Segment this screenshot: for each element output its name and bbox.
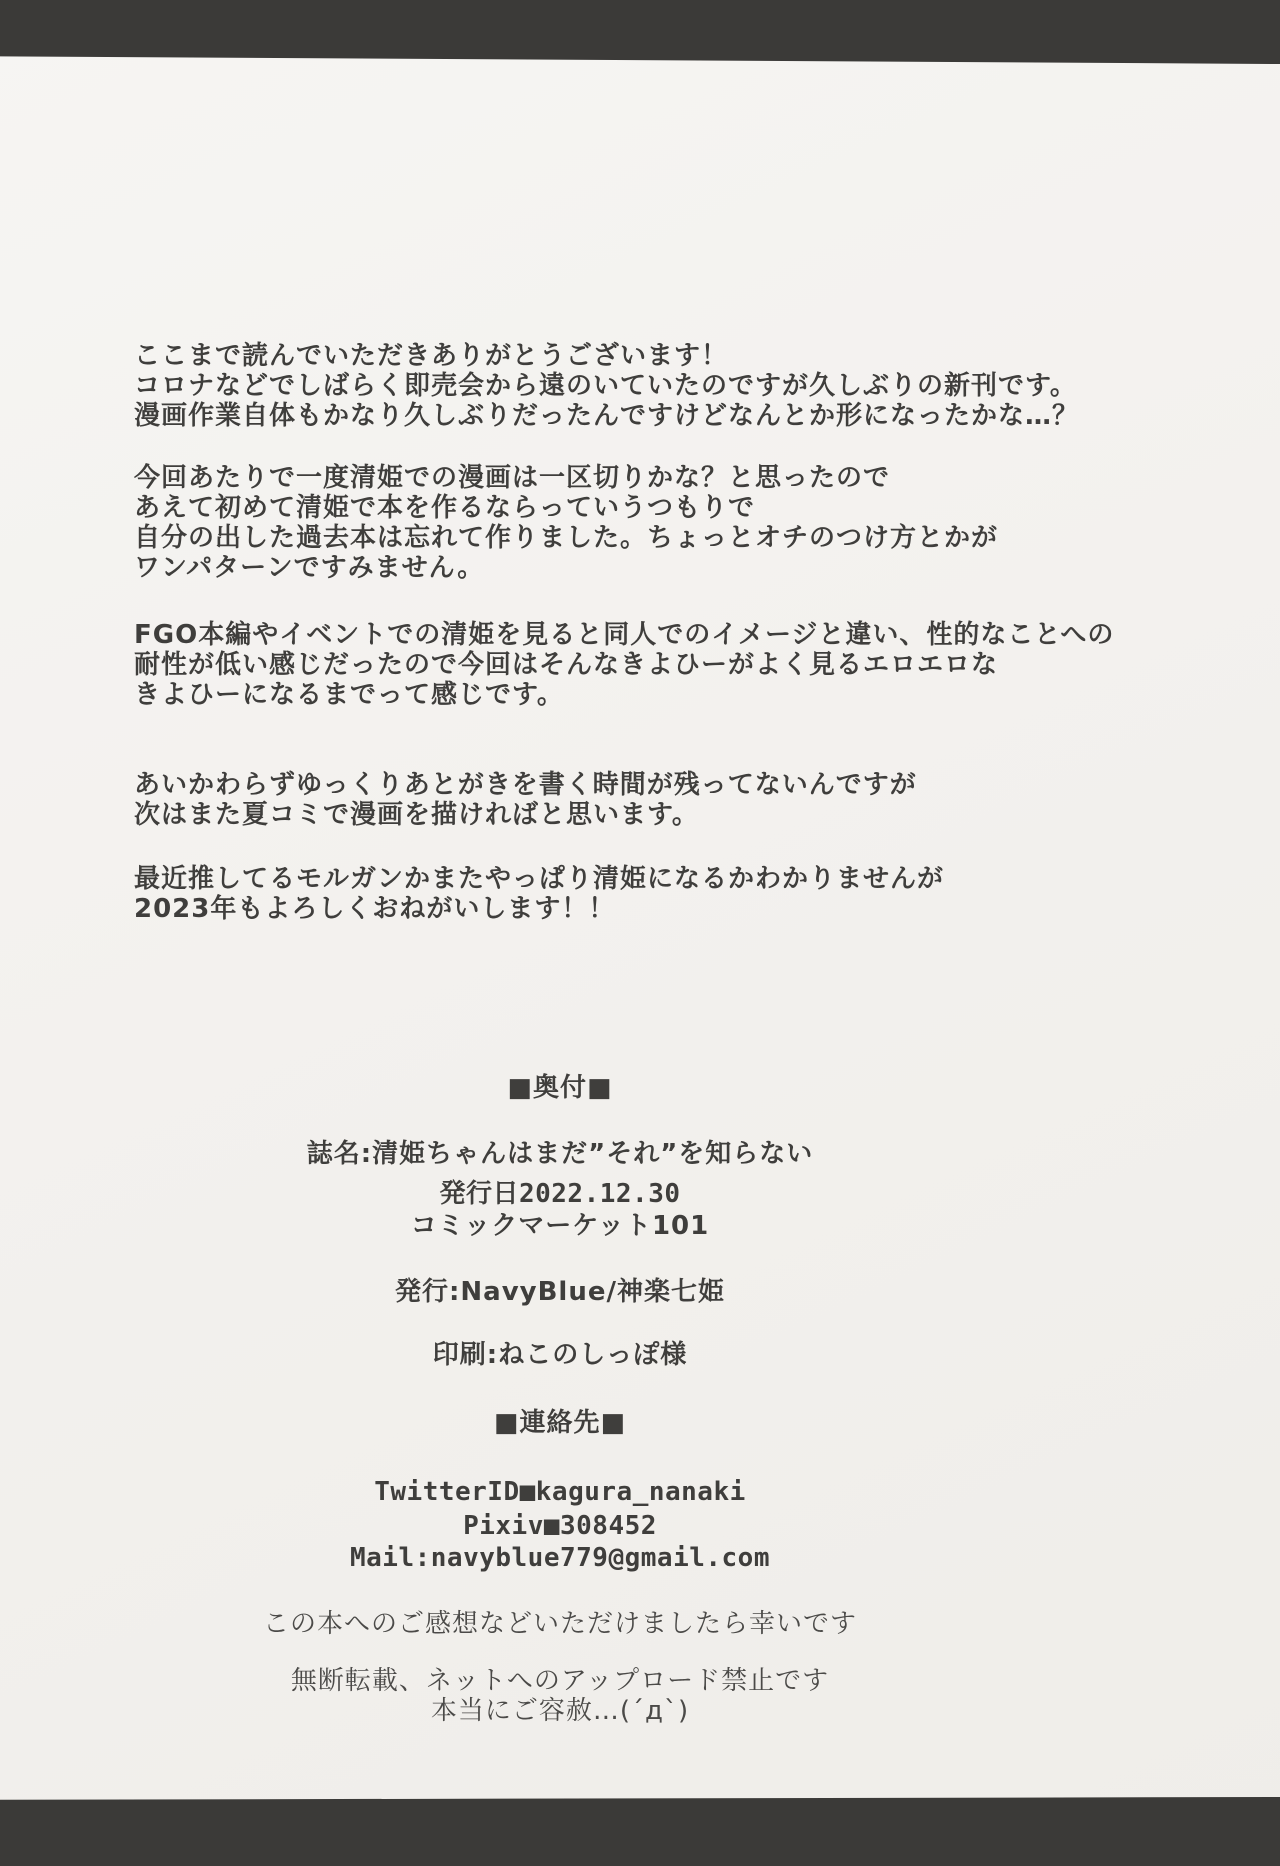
afterword-paragraph-2 [134, 463, 998, 583]
afterword-line: あえて初めて清姫で本を作るならっていうつもりで [134, 493, 756, 523]
scan-edge-top [0, 0, 1280, 64]
book-title: 誌名:清姫ちゃんはまだ”それ”を知らない [306, 1139, 814, 1169]
afterword-line: 漫画作業自体もかなり久しぶりだったんですけどなんとか形になったかな…？ [134, 401, 1080, 431]
afterword-line: ワンパターンですみません。 [134, 553, 485, 583]
mail-address: Mail:navyblue779@gmail.com [350, 1543, 770, 1573]
afterword-line: ここまで読んでいただきありがとうございます！ [134, 341, 729, 371]
contact-heading: ■連絡先■ [493, 1408, 627, 1438]
afterword-line: 耐性が低い感じだったので今回はそんなきよひーがよく見るエロエロな [134, 650, 999, 680]
afterword-line: 今回あたりで一度清姫での漫画は一区切りかな？と思ったので [134, 463, 891, 493]
afterword-line: 最近推してるモルガンかまたやっぱり清姫になるかわかりませんが [134, 864, 945, 894]
afterword-paragraph-4 [134, 770, 917, 830]
twitter-id: TwitterID■kagura_nanaki [374, 1477, 746, 1507]
afterword-line: きよひーになるまでって感じです。 [134, 680, 564, 710]
feedback-note: この本へのご感想などいただけましたら幸いです [262, 1609, 857, 1639]
pixiv-id: Pixiv■308452 [463, 1511, 657, 1541]
afterword-line: コロナなどでしばらく即売会から遠のいていたのですが久しぶりの新刊です。 [134, 371, 1077, 401]
scan-edge-bottom [0, 1797, 1280, 1866]
afterword-line: 2023年もよろしくおねがいします！！ [134, 894, 616, 924]
afterword-paragraph-1 [134, 341, 1079, 431]
afterword-line: 自分の出した過去本は忘れて作りました。ちょっとオチのつけ方とかが [134, 523, 999, 553]
no-repost-notice: 無断転載、ネットへのアップロード禁止です [290, 1666, 830, 1696]
afterword-paragraph-3 [134, 620, 1114, 710]
afterword-line: 次はまた夏コミで漫画を描ければと思います。 [134, 800, 699, 830]
event-name: コミックマーケット101 [410, 1211, 710, 1241]
printer-credit: 印刷:ねこのしっぽ様 [432, 1340, 688, 1370]
colophon-heading: ■奥付■ [507, 1073, 613, 1103]
no-repost-notice-kaomoji: 本当にご容赦…(´д`) [430, 1696, 690, 1726]
afterword-line: FGO本編やイベントでの清姫を見ると同人でのイメージと違い、性的なことへの [134, 620, 1115, 650]
publish-date: 発行日2022.12.30 [439, 1179, 681, 1209]
afterword-paragraph-5 [134, 864, 944, 924]
afterword-line: あいかわらずゆっくりあとがきを書く時間が残ってないんですが [134, 770, 917, 800]
publisher-circle: 発行:NavyBlue/神楽七姫 [395, 1277, 725, 1307]
